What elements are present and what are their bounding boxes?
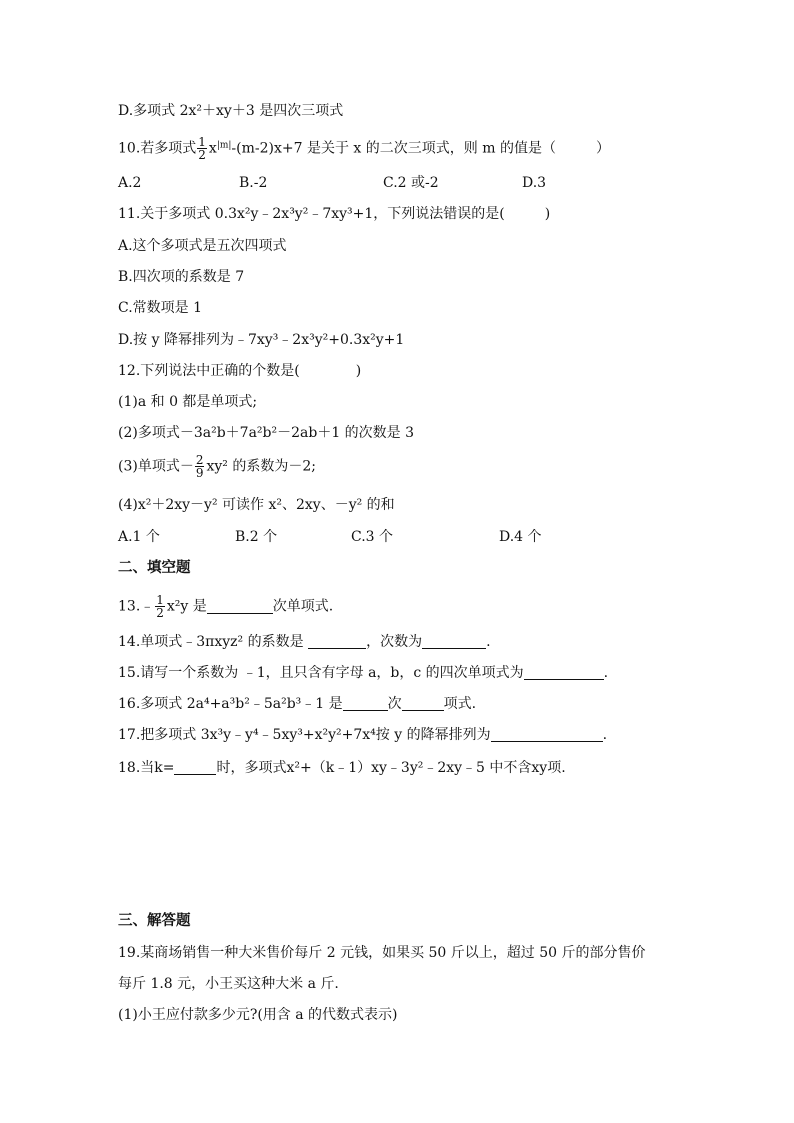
q10-stem: 10.若多项式 $\frac{1}{2}$ $x^{|m|}-(m-2)x+7$ 是关于 x 的二次三项式，则 m 的值是（ ） — [118, 135, 610, 162]
q19-line-2: 每斤 1.8 元，小王买这种大米 a 斤. — [118, 976, 339, 992]
q10-option-b: B.-2 — [239, 175, 268, 191]
q10-suffix: -(m-2)x+7 是关于 x 的二次三项式，则 m 的值是（ — [231, 140, 556, 157]
q16-degree-blank[interactable] — [343, 696, 388, 711]
q12-option-c: C.3 个 — [351, 529, 394, 545]
q13-fraction: $\frac{1}{2}$ — [156, 593, 164, 620]
q12-statement-2: (2)多项式－3a²b＋7a²b²－2ab＋1 的次数是 3 — [118, 425, 415, 441]
q18-answer-blank[interactable] — [174, 760, 216, 775]
q13: 13.﹣ $\frac{1}{2}$ x²y 是 次单项式. — [118, 593, 334, 620]
q13-answer-blank[interactable] — [207, 599, 273, 614]
q18: 18.当k= 时，多项式x²+（k﹣1）xy﹣3y²﹣2xy﹣5 中不含xy项. — [118, 760, 566, 776]
q10-prefix: 10.若多项式 — [118, 140, 197, 157]
q12-stem: 12.下列说法中正确的个数是( ) — [118, 363, 362, 379]
q10-option-d: D.3 — [522, 175, 547, 191]
q10-options — [118, 173, 546, 193]
q12-fraction: $\frac{2}{9}$ — [195, 453, 204, 480]
q15: 15.请写一个系数为 ﹣1，且只含有字母 a，b，c 的四次单项式为 . — [118, 665, 609, 681]
q12-statement-1: (1)a 和 0 都是单项式; — [118, 394, 258, 410]
q11-option-d: D.按 y 降幂排列为﹣7xy³﹣2x³y²+0.3x²y+1 — [118, 332, 405, 348]
q17-answer-blank[interactable] — [491, 727, 603, 742]
q12-statement-4: (4)x²＋2xy－y² 可读作 x²、2xy、－y² 的和 — [118, 497, 395, 513]
q10-fraction: $\frac{1}{2}$ — [198, 135, 206, 162]
q11-option-a: A.这个多项式是五次四项式 — [118, 238, 287, 254]
q11-option-c: C.常数项是 1 — [118, 300, 203, 316]
section-answer-heading: 三、解答题 — [118, 913, 191, 929]
q10-exponent: |m| — [216, 140, 232, 151]
q16: 16.多项式 2a⁴+a³b²﹣5a²b³﹣1 是 次 项式. — [118, 696, 477, 712]
q12-statement-3: (3)单项式－ $\frac{2}{9}$ xy² 的系数为－2; — [118, 453, 316, 480]
q17: 17.把多项式 3x³y﹣y⁴﹣5xy³+x²y²+7x⁴按 y 的降幂排列为 . — [118, 727, 608, 743]
q12-options — [118, 527, 542, 547]
q15-answer-blank[interactable] — [524, 665, 604, 680]
q11-stem: 11.关于多项式 0.3x²y﹣2x³y²﹣7xy³+1，下列说法错误的是( ) — [118, 206, 551, 222]
q19-line-1: 19.某商场销售一种大米售价每斤 2 元钱，如果买 50 斤以上，超过 50 斤的部分售价 — [118, 945, 646, 961]
q14: 14.单项式﹣3πxyz² 的系数是 ，次数为 . — [118, 634, 491, 650]
q11-option-b: B.四次项的系数是 7 — [118, 269, 245, 285]
q16-terms-blank[interactable] — [402, 696, 444, 711]
q10-option-c: C.2 或-2 — [383, 175, 439, 191]
q19-sub-1: (1)小王应付款多少元?(用含 a 的代数式表示) — [118, 1007, 398, 1023]
q14-degree-blank[interactable] — [422, 634, 486, 649]
q12-option-d: D.4 个 — [499, 529, 542, 545]
q10-option-a: A.2 — [118, 175, 142, 191]
q12-option-b: B.2 个 — [235, 529, 278, 545]
q14-coefficient-blank[interactable] — [308, 634, 366, 649]
q9-option-d: D.多项式 2x²＋xy＋3 是四次三项式 — [118, 103, 344, 119]
section-fill-in-heading: 二、填空题 — [118, 560, 191, 576]
q12-option-a: A.1 个 — [118, 529, 160, 545]
